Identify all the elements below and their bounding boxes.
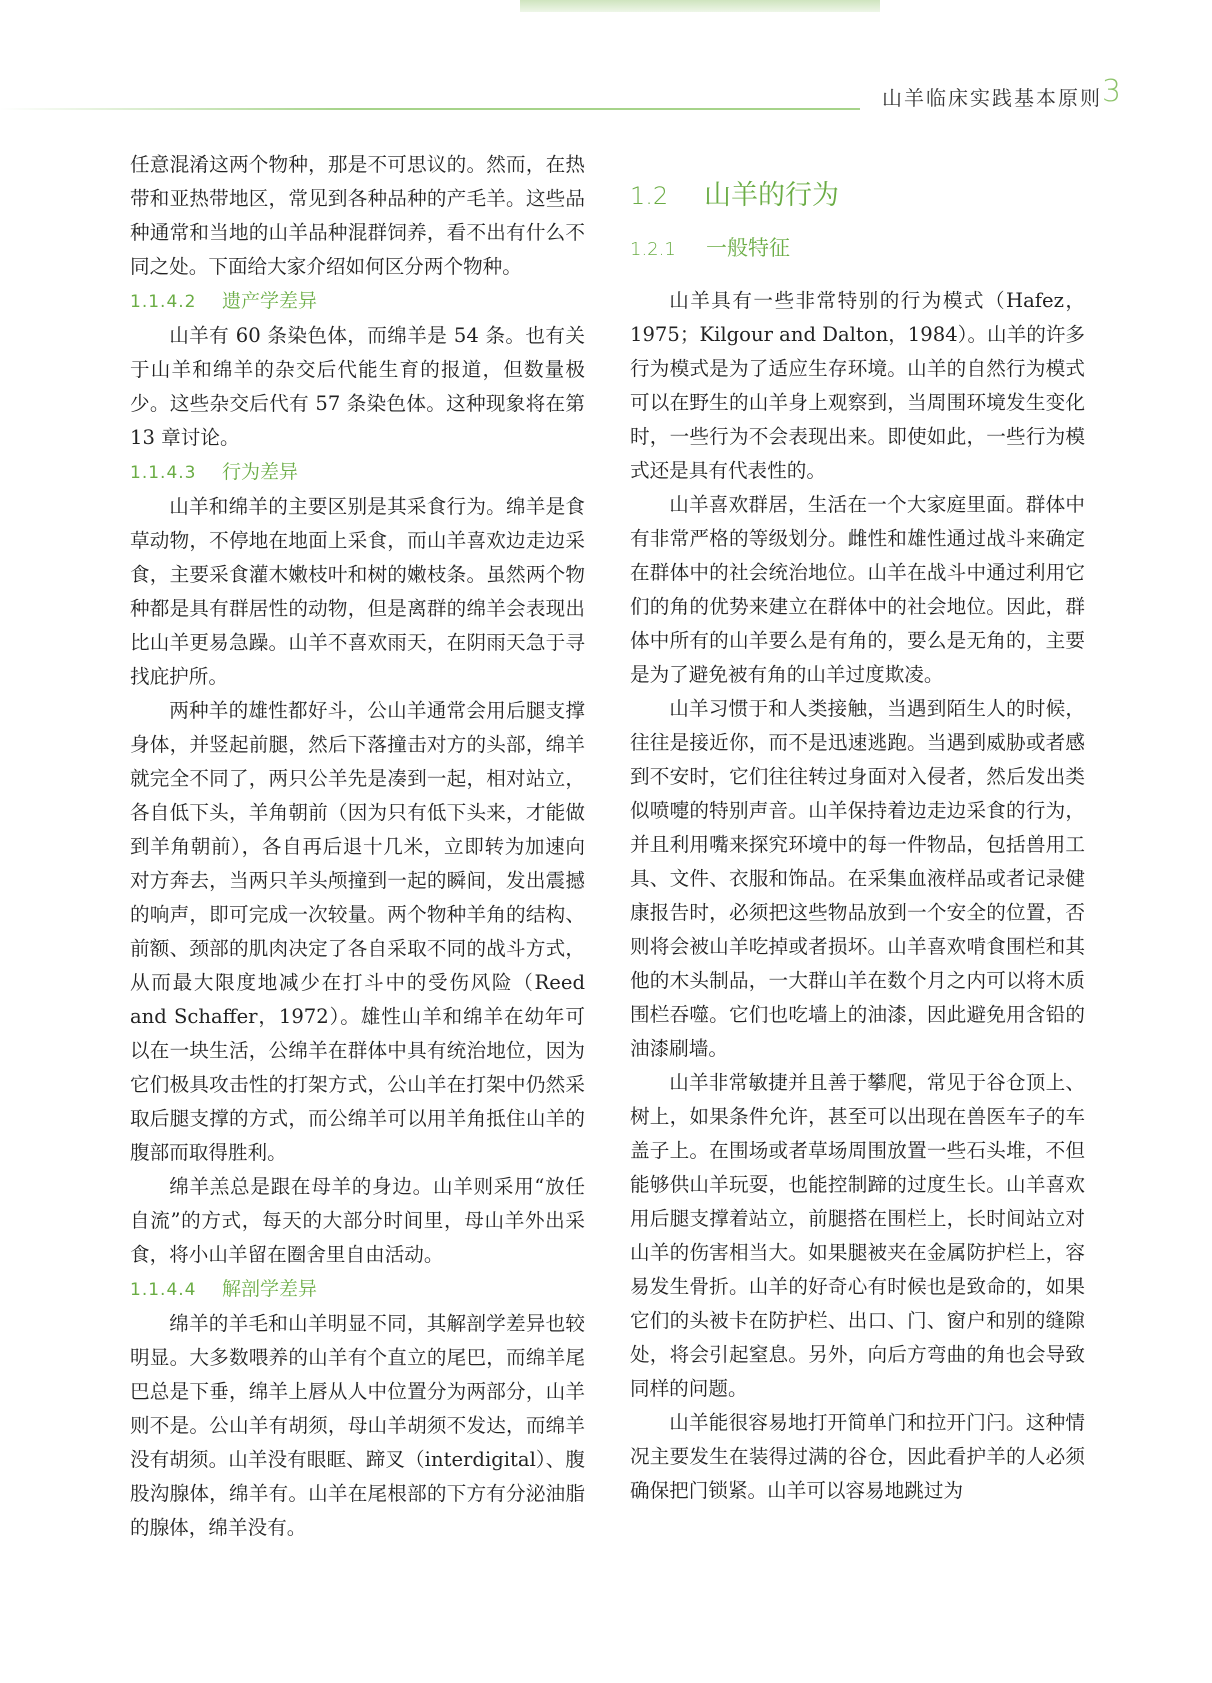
subsection-title: 解剖学差异 (222, 1278, 318, 1300)
subsection-number: 1.1.4.2 (130, 292, 197, 312)
running-header (0, 74, 1212, 118)
section-number: 1.2 (630, 182, 669, 210)
section-title: 山羊的行为 (704, 180, 839, 211)
page-number: 3 (1102, 74, 1122, 109)
subsection-heading-behavior (130, 455, 585, 490)
subsection-number: 1.1.4.3 (130, 463, 197, 483)
paragraph: 两种羊的雄性都好斗，公山羊通常会用后腿支撑身体，并竖起前腿，然后下落撞击对方的头部，绵羊就完全不同了，两只公羊先是凑到一起，相对站立，各自低下头，羊角朝前（因为只有低下头来，才能做到羊角朝前），各自再后退十几米，立即转为加速向对方奔去，当两只羊头颅撞到一起的瞬间，发出震撼的响声，即可完成一次较量。两个物种羊角的结构、前额、颈部的肌肉决定了各自采取不同的战斗方式，从而最大限度地减少在打斗中的受伤风险（Reed and Schaffer，1972）。雄性山羊和绵羊在幼年可以在一块生活，公绵羊在群体中具有统治地位，因为它们极具攻击性的打架方式，公山羊在打架中仍然采取后腿支撑的方式，而公绵羊可以用羊角抵住山羊的腹部而取得胜利。 (130, 699, 585, 1164)
subsection-heading-genetics (130, 284, 585, 319)
section-heading (630, 174, 1085, 218)
subsection-title: 一般特征 (706, 236, 790, 260)
paragraph: 绵羊的羊毛和山羊明显不同，其解剖学差异也较明显。大多数喂养的山羊有个直立的尾巴，而绵羊尾巴总是下垂，绵羊上唇从人中位置分为两部分，山羊则不是。公山羊有胡须，母山羊胡须不发达，而绵羊没有胡须。山羊没有眼眶、蹄叉（interdigital）、腹股沟腺体，绵羊有。山羊在尾根部的下方有分泌油脂的腺体，绵羊没有。 (130, 1312, 585, 1539)
subsection-heading-general (630, 228, 1085, 268)
running-header-title: 山羊临床实践基本原则 (882, 86, 1102, 110)
left-column (130, 148, 585, 1545)
subsection-number: 1.2.1 (630, 239, 676, 260)
paragraph-intro-continued: 任意混淆这两个物种，那是不可思议的。然而，在热带和亚热带地区，常见到各种品种的产毛羊。这些品种通常和当地的山羊品种混群饲养，看不出有什么不同之处。下面给大家介绍如何区分两个物种。 (130, 153, 585, 278)
paragraph: 山羊喜欢群居，生活在一个大家庭里面。群体中有非常严格的等级划分。雌性和雄性通过战斗来确定在群体中的社会统治地位。山羊在战斗中通过利用它们的角的优势来建立在群体中的社会地位。因此，群体中所有的山羊要么是有角的，要么是无角的，主要是为了避免被有角的山羊过度欺凌。 (630, 493, 1085, 686)
subsection-title: 遗产学差异 (222, 290, 318, 312)
paragraph: 山羊有 60 条染色体，而绵羊是 54 条。也有关于山羊和绵羊的杂交后代能生育的报道，但数量极少。这些杂交后代有 57 条染色体。这种现象将在第 13 章讨论。 (130, 324, 585, 449)
subsection-heading-anatomy (130, 1272, 585, 1307)
top-decorative-strip (520, 0, 880, 12)
paragraph: 山羊具有一些非常特别的行为模式（Hafez，1975；Kilgour and Dalton，1984）。山羊的许多行为模式是为了适应生存环境。山羊的自然行为模式可以在野生的山羊身上观察到，当周围环境发生变化时，一些行为不会表现出来。即使如此，一些行为模式还是具有代表性的。 (630, 289, 1086, 482)
paragraph: 山羊和绵羊的主要区别是其采食行为。绵羊是食草动物，不停地在地面上采食，而山羊喜欢边走边采食，主要采食灌木嫩枝叶和树的嫩枝条。虽然两个物种都是具有群居性的动物，但是离群的绵羊会表现出比山羊更易急躁。山羊不喜欢雨天，在阴雨天急于寻找庇护所。 (130, 495, 585, 688)
header-rule (0, 108, 860, 110)
right-column (630, 148, 1085, 1508)
paragraph: 山羊习惯于和人类接触，当遇到陌生人的时候，往往是接近你，而不是迅速逃跑。当遇到威胁或者感到不安时，它们往往转过身面对入侵者，然后发出类似喷嚏的特别声音。山羊保持着边走边采食的行为，并且利用嘴来探究环境中的每一件物品，包括兽用工具、文件、衣服和饰品。在采集血液样品或者记录健康报告时，必须把这些物品放到一个安全的位置，否则将会被山羊吃掉或者损坏。山羊喜欢啃食围栏和其他的木头制品，一大群山羊在数个月之内可以将木质围栏吞噬。它们也吃墙上的油漆，因此避免用含铅的油漆刷墙。 (630, 697, 1085, 1060)
subsection-number: 1.1.4.4 (130, 1280, 197, 1300)
paragraph: 绵羊羔总是跟在母羊的身边。山羊则采用“放任自流”的方式，每天的大部分时间里，母山羊外出采食，将小山羊留在圈舍里自由活动。 (130, 1175, 585, 1266)
subsection-title: 行为差异 (222, 461, 299, 483)
paragraph: 山羊能很容易地打开简单门和拉开门闩。这种情况主要发生在装得过满的谷仓，因此看护羊的人必须确保把门锁紧。山羊可以容易地跳过为 (630, 1411, 1085, 1502)
paragraph: 山羊非常敏捷并且善于攀爬，常见于谷仓顶上、树上，如果条件允许，甚至可以出现在兽医车子的车盖子上。在围场或者草场周围放置一些石头堆，不但能够供山羊玩耍，也能控制蹄的过度生长。山羊喜欢用后腿支撑着站立，前腿搭在围栏上，长时间站立对山羊的伤害相当大。如果腿被夹在金属防护栏上，容易发生骨折。山羊的好奇心有时候也是致命的，如果它们的头被卡在防护栏、出口、门、窗户和别的缝隙处，将会引起窒息。另外，向后方弯曲的角也会导致同样的问题。 (630, 1071, 1085, 1400)
